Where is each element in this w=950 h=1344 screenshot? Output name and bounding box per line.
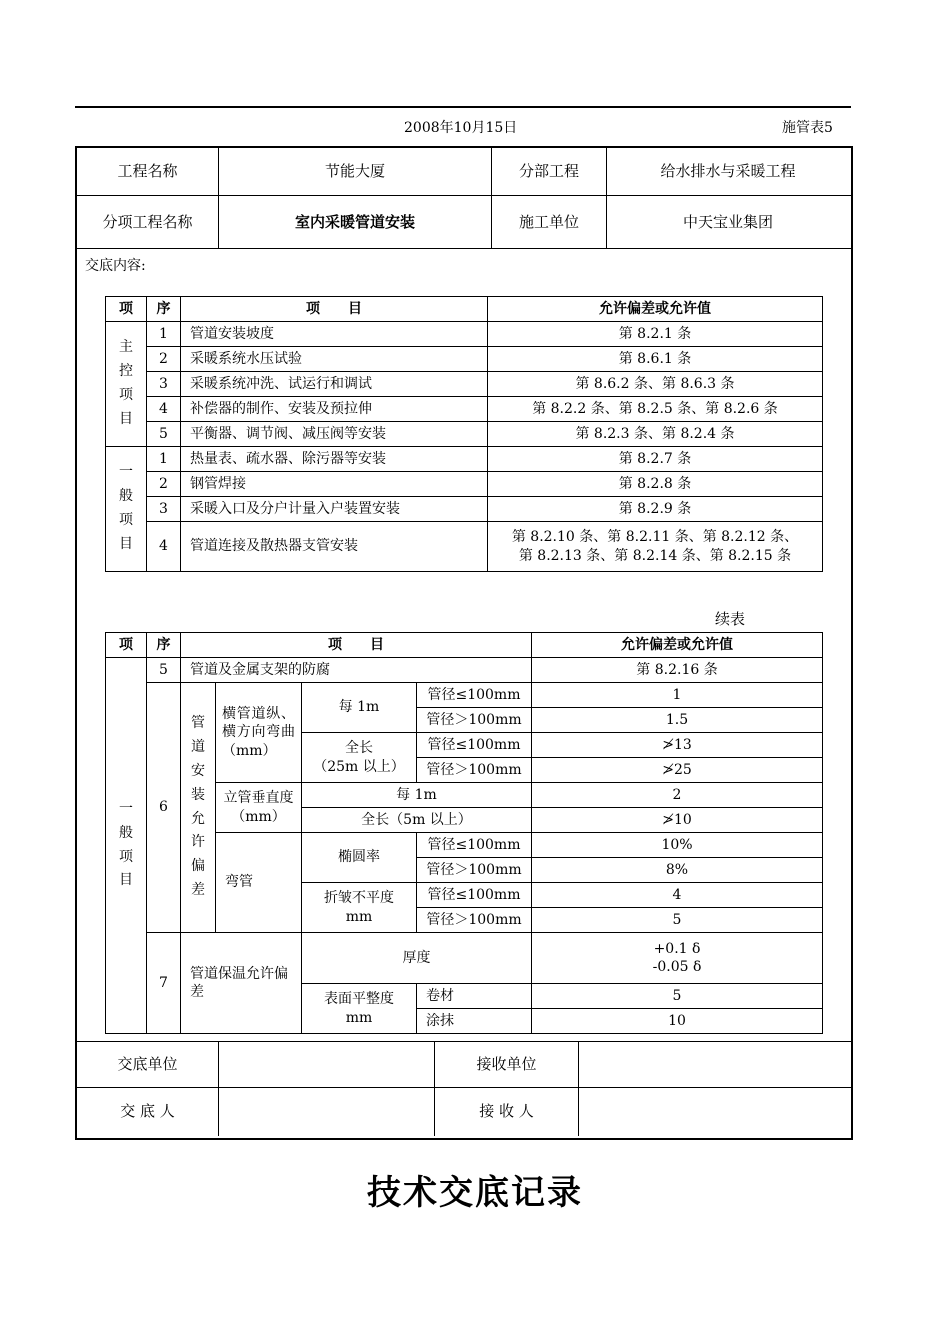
- value-line-1: 第 8.2.10 条、第 8.2.11 条、第 8.2.12 条、: [511, 529, 799, 546]
- wrinkle-cell: [302, 883, 417, 933]
- vertical-pipe-label: 立管垂直度（mm）: [216, 783, 302, 833]
- receiver-field[interactable]: [579, 1088, 849, 1134]
- diameter-cell: 管径＞100mm: [417, 758, 532, 783]
- grid-line: [75, 248, 851, 249]
- seq-cell: 4: [147, 397, 181, 422]
- item-cell: 采暖入口及分户计量入户装置安装: [181, 497, 488, 522]
- seq-cell: 1: [147, 322, 181, 347]
- table-row: [106, 933, 823, 984]
- value-cell: ≯25: [532, 758, 823, 783]
- value-cell: 第 8.6.1 条: [488, 347, 823, 372]
- header-value: 允许偏差或允许值: [532, 633, 823, 658]
- value-cell: 第 8.2.2 条、第 8.2.5 条、第 8.2.6 条: [488, 397, 823, 422]
- seq-cell: 4: [147, 522, 181, 572]
- table-row: [106, 397, 823, 422]
- general-label: 一般项目: [119, 800, 133, 889]
- division-label: 分部工程: [518, 162, 579, 181]
- issuer-field[interactable]: [219, 1088, 434, 1134]
- main-control-category: [106, 322, 147, 447]
- seq-cell: 2: [147, 347, 181, 372]
- insulation-tolerance-label: 管道保温允许偏差: [181, 933, 302, 1034]
- header-seq: 序: [147, 297, 181, 322]
- thickness-label: 厚度: [302, 933, 532, 984]
- date-line: [0, 117, 950, 137]
- subitem-label: 分项工程名称: [102, 212, 193, 231]
- v-full-cell: 全长（5m 以上）: [302, 808, 532, 833]
- value-cell: 第 8.2.9 条: [488, 497, 823, 522]
- value-cell: 第 8.2.7 条: [488, 447, 823, 472]
- header-category: 项: [106, 297, 147, 322]
- main-control-label: 主控项目: [119, 339, 133, 427]
- receiver-unit-field[interactable]: [579, 1042, 849, 1087]
- v-per-1m-cell: 每 1m: [302, 783, 532, 808]
- receiver-label: 接 收 人: [479, 1101, 534, 1120]
- value-cell: 2: [532, 783, 823, 808]
- value-cell: 10%: [532, 833, 823, 858]
- value-cell: 1.5: [532, 708, 823, 733]
- tolerance-table-1: [105, 296, 823, 572]
- diameter-cell: 管径＞100mm: [417, 708, 532, 733]
- per-1m-cell: 每 1m: [302, 683, 417, 733]
- horizontal-pipe-label: 横管道纵、横方向弯曲（mm）: [216, 683, 302, 783]
- subitem-name: 室内采暖管道安装: [294, 212, 415, 231]
- thickness-value-cell: [532, 933, 823, 984]
- division: 给水排水与采暖工程: [660, 162, 796, 181]
- bend-label: 弯管: [216, 833, 302, 933]
- table-row: [106, 497, 823, 522]
- diameter-cell: 管径≤100mm: [417, 883, 532, 908]
- header-value: 允许偏差或允许值: [488, 297, 823, 322]
- seq-cell: 5: [147, 658, 181, 683]
- project-name-label: 工程名称: [117, 162, 178, 181]
- item-cell: 采暖系统水压试验: [181, 347, 488, 372]
- paint-label: 涂抹: [417, 1009, 532, 1034]
- document-date: 2008年10月15日: [404, 120, 518, 136]
- value-cell: ≯13: [532, 733, 823, 758]
- seq-cell: 3: [147, 372, 181, 397]
- value-cell: 1: [532, 683, 823, 708]
- thickness-value-1: +0.1 δ: [653, 940, 701, 957]
- header-item: 项 目: [181, 633, 532, 658]
- contractor: 中天宝业集团: [682, 212, 773, 231]
- value-cell: 第 8.2.1 条: [488, 322, 823, 347]
- issuer-unit-label: 交底单位: [117, 1055, 178, 1074]
- value-cell: 第 8.2.16 条: [532, 658, 823, 683]
- header-item: 项 目: [181, 297, 488, 322]
- ovality-cell: 椭圆率: [302, 833, 417, 883]
- issuer-label: 交 底 人: [120, 1101, 175, 1120]
- table-row: [106, 522, 823, 572]
- seq-cell: 1: [147, 447, 181, 472]
- seq-cell: 6: [147, 683, 181, 933]
- contractor-label: 施工单位: [518, 212, 579, 231]
- value-cell: ≯10: [532, 808, 823, 833]
- wrinkle-label: 折皱不平度: [324, 890, 394, 907]
- item-cell: 补偿器的制作、安装及预拉伸: [181, 397, 488, 422]
- issuer-unit-field[interactable]: [219, 1042, 434, 1087]
- seq-cell: 2: [147, 472, 181, 497]
- general-category: [106, 447, 147, 572]
- content-label: 交底内容:: [85, 258, 146, 274]
- continued-label: 续表: [715, 610, 746, 628]
- general-label: 一般项目: [119, 464, 133, 552]
- item-cell: 管道及金属支架的防腐: [181, 658, 532, 683]
- value-cell: 10: [532, 1009, 823, 1034]
- value-cell: 第 8.6.2 条、第 8.6.3 条: [488, 372, 823, 397]
- item-cell: 钢管焊接: [181, 472, 488, 497]
- table-header-row: [106, 297, 823, 322]
- table-row: [106, 683, 823, 708]
- roll-label: 卷材: [417, 984, 532, 1009]
- header-seq: 序: [147, 633, 181, 658]
- item-cell: 管道连接及散热器支管安装: [181, 522, 488, 572]
- value-cell: 5: [532, 908, 823, 933]
- table-row: [106, 447, 823, 472]
- wrinkle-unit: mm: [345, 908, 373, 925]
- full-length: 全长: [345, 740, 373, 757]
- value-cell: [488, 522, 823, 572]
- full-length-cell: [302, 733, 417, 783]
- top-rule: [75, 106, 851, 108]
- diameter-cell: 管径≤100mm: [417, 683, 532, 708]
- flatness-label: 表面平整度: [324, 991, 394, 1008]
- table-row: [106, 372, 823, 397]
- table-row: [106, 472, 823, 497]
- diameter-cell: 管径＞100mm: [417, 908, 532, 933]
- group-cell: [181, 683, 216, 933]
- document-title: 技术交底记录: [367, 1173, 583, 1213]
- table-row: [106, 347, 823, 372]
- tolerance-table-2: [105, 632, 823, 1034]
- flatness-unit: mm: [345, 1009, 373, 1026]
- project-name: 节能大厦: [324, 162, 385, 181]
- thickness-value-2: -0.05 δ: [652, 959, 702, 975]
- item-cell: 热量表、疏水器、除污器等安装: [181, 447, 488, 472]
- table-row: [106, 422, 823, 447]
- value-line-2: 第 8.2.13 条、第 8.2.14 条、第 8.2.15 条: [518, 547, 792, 564]
- pipe-install-tolerance-label: 管道安装允许偏差: [191, 715, 205, 898]
- seq-cell: 5: [147, 422, 181, 447]
- value-cell: 4: [532, 883, 823, 908]
- value-cell: 第 8.2.8 条: [488, 472, 823, 497]
- flatness-cell: [302, 984, 417, 1034]
- table-row: [106, 658, 823, 683]
- header-category: 项: [106, 633, 147, 658]
- seq-cell: 7: [147, 933, 181, 1034]
- value-cell: 5: [532, 984, 823, 1009]
- diameter-cell: 管径≤100mm: [417, 833, 532, 858]
- full-length-note: （25m 以上）: [313, 758, 405, 775]
- table-header-row: [106, 633, 823, 658]
- table-row: [106, 322, 823, 347]
- item-cell: 平衡器、调节阀、减压阀等安装: [181, 422, 488, 447]
- value-cell: 第 8.2.3 条、第 8.2.4 条: [488, 422, 823, 447]
- item-cell: 采暖系统冲洗、试运行和调试: [181, 372, 488, 397]
- form-number: 施管表5: [782, 120, 833, 136]
- diameter-cell: 管径≤100mm: [417, 733, 532, 758]
- value-cell: 8%: [532, 858, 823, 883]
- receiver-unit-label: 接收单位: [476, 1055, 537, 1074]
- general-category: [106, 658, 147, 1034]
- diameter-cell: 管径＞100mm: [417, 858, 532, 883]
- seq-cell: 3: [147, 497, 181, 522]
- item-cell: 管道安装坡度: [181, 322, 488, 347]
